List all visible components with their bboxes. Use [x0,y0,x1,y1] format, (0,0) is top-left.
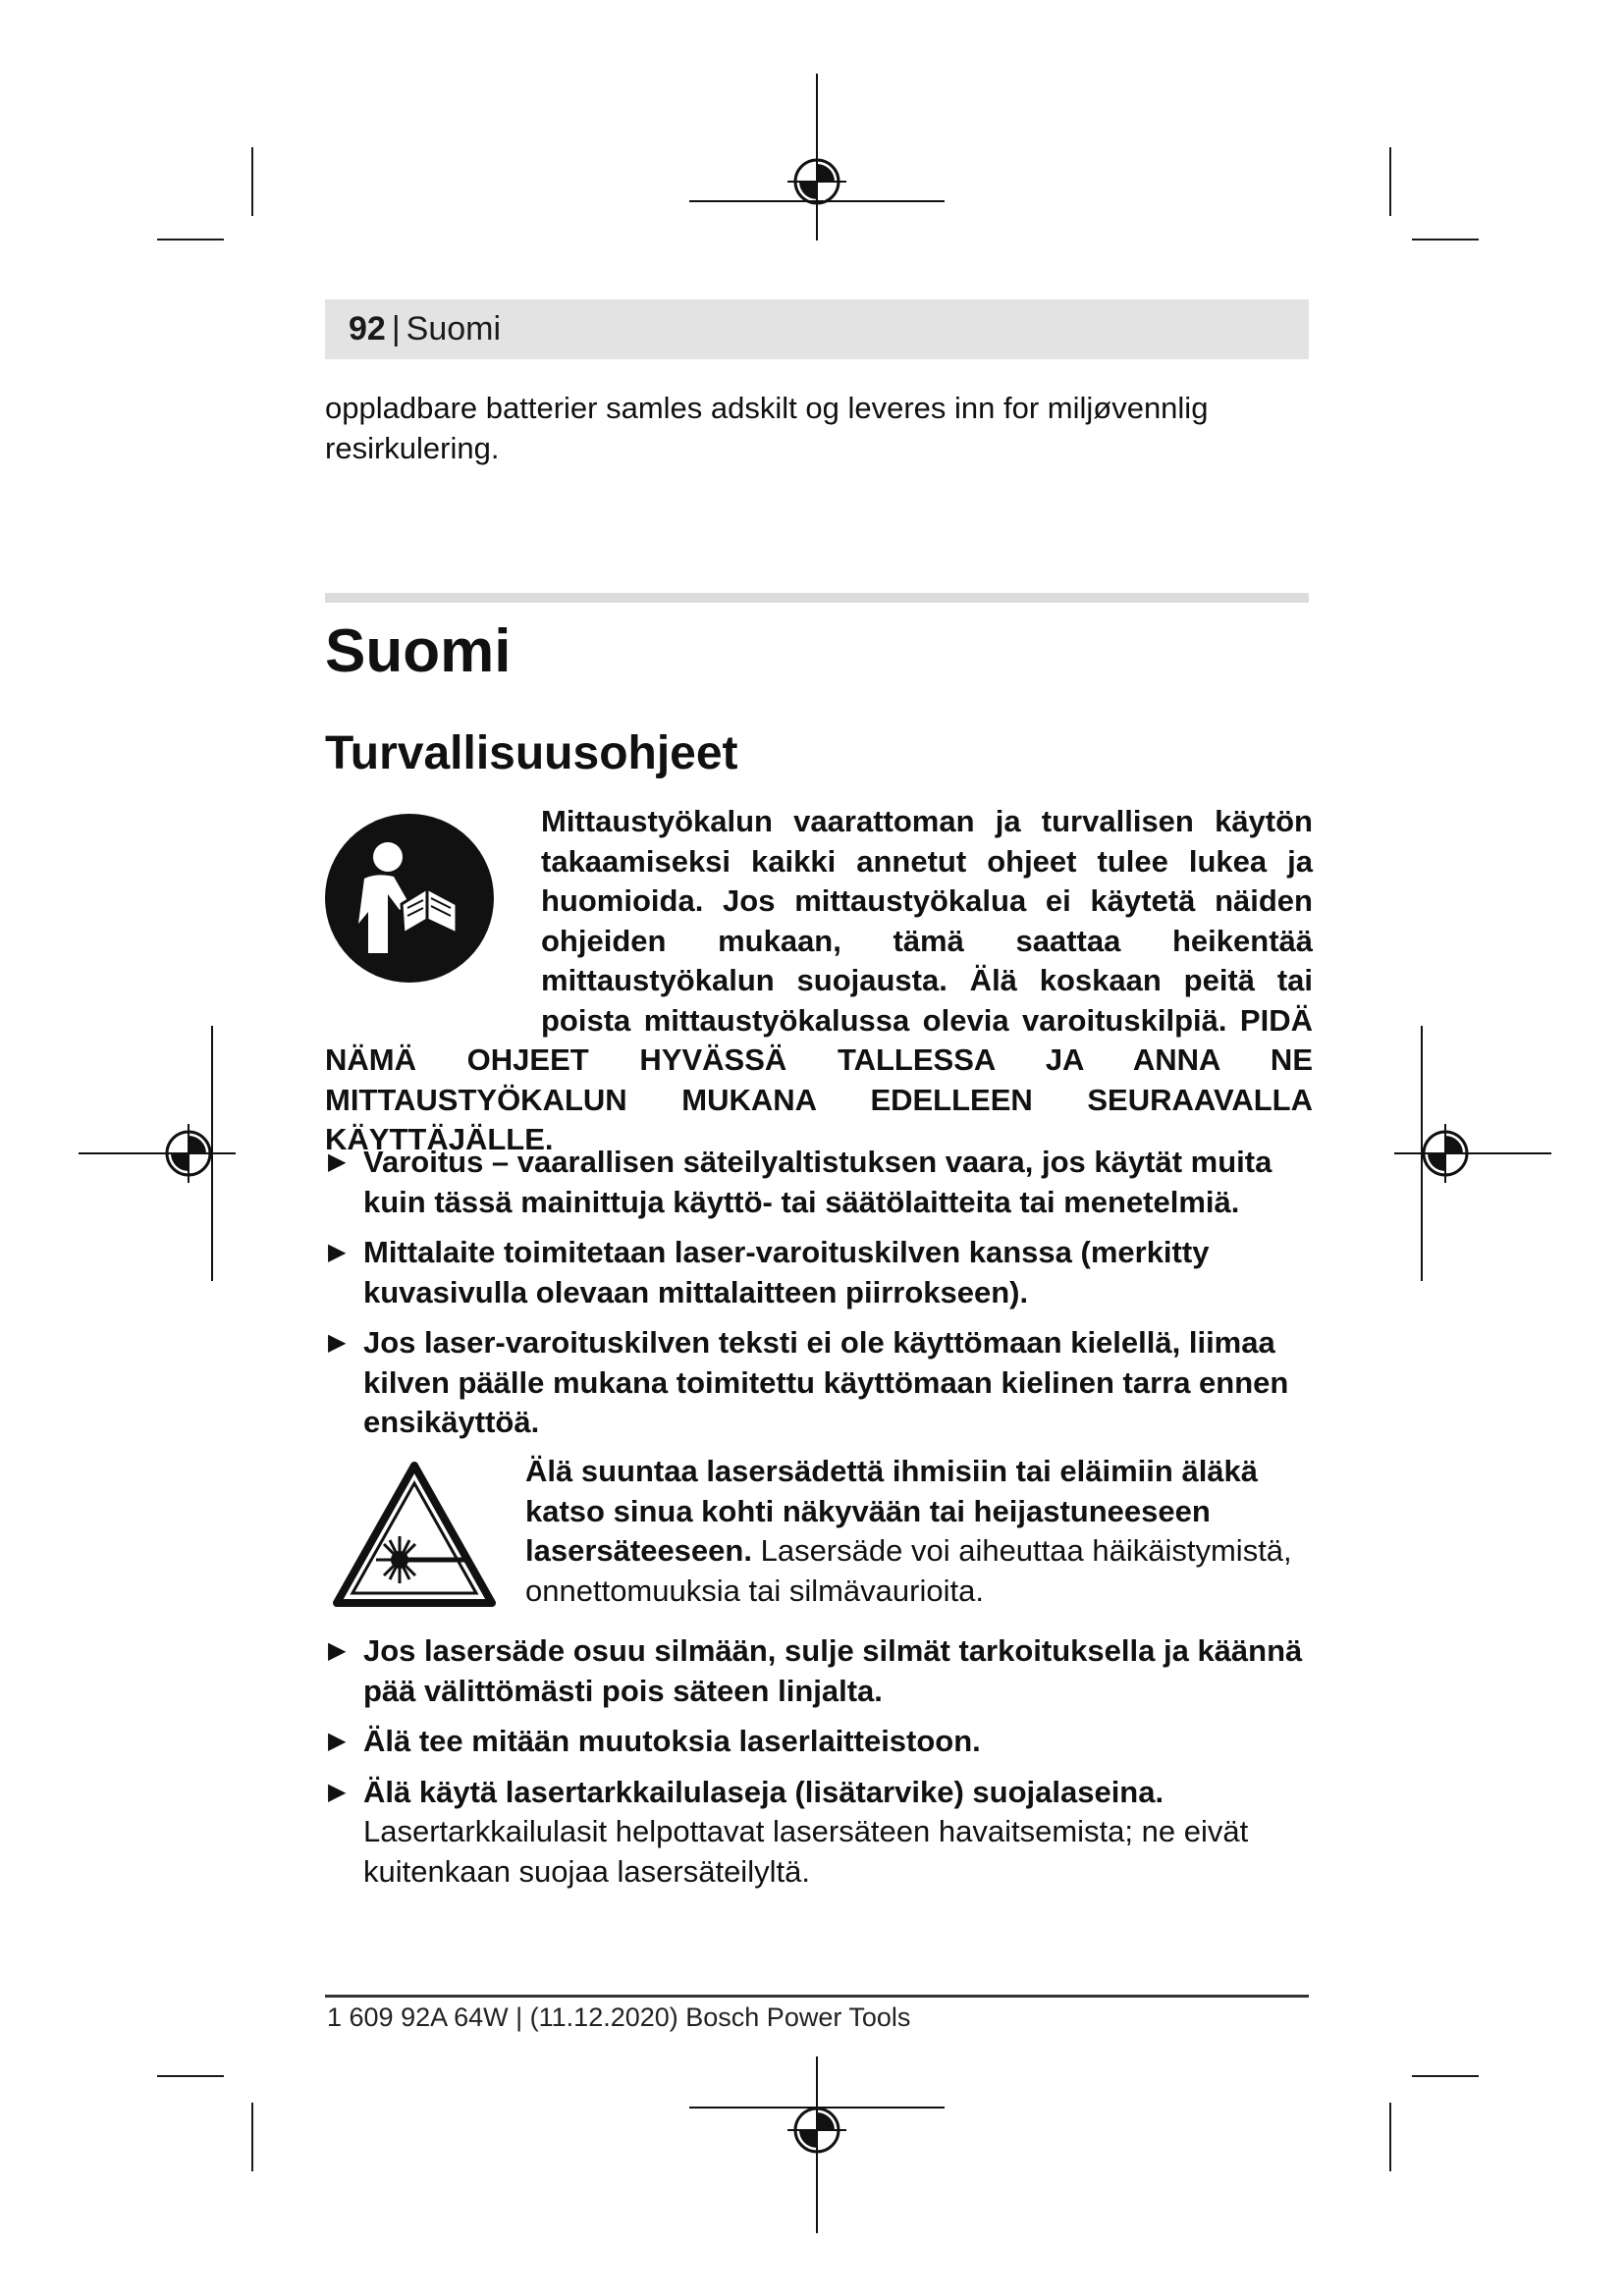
crop-mark [251,2103,253,2171]
list-item [325,1773,1313,1893]
section-divider [325,593,1309,603]
safety-intro-text [325,802,1313,1160]
crop-mark [157,2075,224,2077]
list-item [325,1143,1313,1222]
bullet-arrow-icon: ▶ [328,1239,347,1265]
bullet-normal-text: Lasertarkkailulasit helpottavat lasersäteen havaitsemista; ne eivät kuitenkaan suojaa lasersäteilyltä. [363,1814,1249,1889]
crop-mark [251,147,253,216]
laser-warning-text [525,1452,1313,1611]
section-title: Suomi [325,617,512,685]
laser-warning-bold: Älä suuntaa lasersädettä ihmisiin tai eläimiin äläkä katso sinua kohti näkyvään tai heijastuneeseen lasersäteeseen. [525,1454,1259,1568]
bullet-arrow-icon: ▶ [328,1728,347,1754]
bullet-bold-text: Jos lasersäde osuu silmään, sulje silmät tarkoituksella ja käännä pää välittömästi pois säteen linjalta. [363,1633,1303,1708]
safety-bullet-list [325,1143,1313,1454]
bullet-bold-text: Varoitus – vaarallisen säteilyaltistuksen vaara, jos käytät muita kuin tässä mainittuja käyttö- tai säätölaitteita tai menetelmiä. [363,1145,1272,1219]
page-footer: 1 609 92A 64W | (11.12.2020) Bosch Power Tools [327,2002,911,2032]
bullet-bold-text: Älä käytä lasertarkkailulaseja (lisätarvike) suojalaseina. [363,1774,1164,1809]
laser-warning-block [325,1452,1313,1611]
bullet-bold-text: Älä tee mitään muutoksia laserlaitteistoon. [363,1724,981,1758]
crop-mark [1412,2075,1479,2077]
safety-heading: Turvallisuusohjeet [325,727,738,779]
bullet-bold-text: Mittalaite toimitetaan laser-varoituskilven kanssa (merkitty kuvasivulla olevaan mittalaitteen piirrokseen). [363,1235,1210,1309]
crop-mark [157,239,224,240]
bullet-bold-text: Jos laser-varoituskilven teksti ei ole käyttömaan kielellä, liimaa kilven päälle mukana toimitettu käyttömaan kielinen tarra ennen ensikäyttöä. [363,1325,1289,1439]
list-item [325,1722,1313,1762]
laser-bullet-list [325,1631,1313,1902]
registration-mark-icon [79,1026,236,1281]
page-number: 92 [349,310,386,347]
header-separator: | [391,310,401,347]
list-item [325,1323,1313,1443]
header-language: Suomi [406,310,502,347]
bullet-arrow-icon: ▶ [328,1148,347,1175]
list-item [325,1631,1313,1711]
crop-mark [1412,239,1479,240]
list-item [325,1233,1313,1312]
registration-mark-icon [689,74,945,240]
icon-space [325,802,541,1004]
intro-paragraph: oppladbare batterier samles adskilt og leveres inn for miljøvennlig resirkulering. [325,391,1209,465]
safety-intro-content: Mittaustyökalun vaarattoman ja turvallisen käytön takaamiseksi kaikki annetut ohjeet tulee lukea ja huomioida. Jos mittaustyökalua ei käytetä näiden ohjeiden mukaan, tämä saattaa heikentää mittaustyökalun suojausta. Älä koskaan peitä tai poista mittaustyökalussa olevia varoituskilpiä. PIDÄ NÄMÄ OHJEET HYVÄSSÄ TALLESSA JA ANNA NE MITTAUSTYÖKALUN MUKANA EDELLEEN SEURAAVALLA KÄYTTÄJÄLLE. [325,804,1313,1156]
footer-divider [325,1995,1309,1998]
laser-warning-icon [333,1462,496,1609]
bullet-arrow-icon: ▶ [328,1637,347,1664]
crop-mark [1389,2103,1391,2171]
page-header [325,299,1309,359]
registration-mark-icon [1394,1026,1551,1281]
crop-mark [1389,147,1391,216]
registration-mark-icon [689,2056,945,2233]
laser-warning-normal: Lasersäde voi aiheuttaa häikäistymistä, onnettomuuksia tai silmävaurioita. [525,1533,1292,1608]
bullet-arrow-icon: ▶ [328,1778,347,1805]
bullet-arrow-icon: ▶ [328,1329,347,1356]
